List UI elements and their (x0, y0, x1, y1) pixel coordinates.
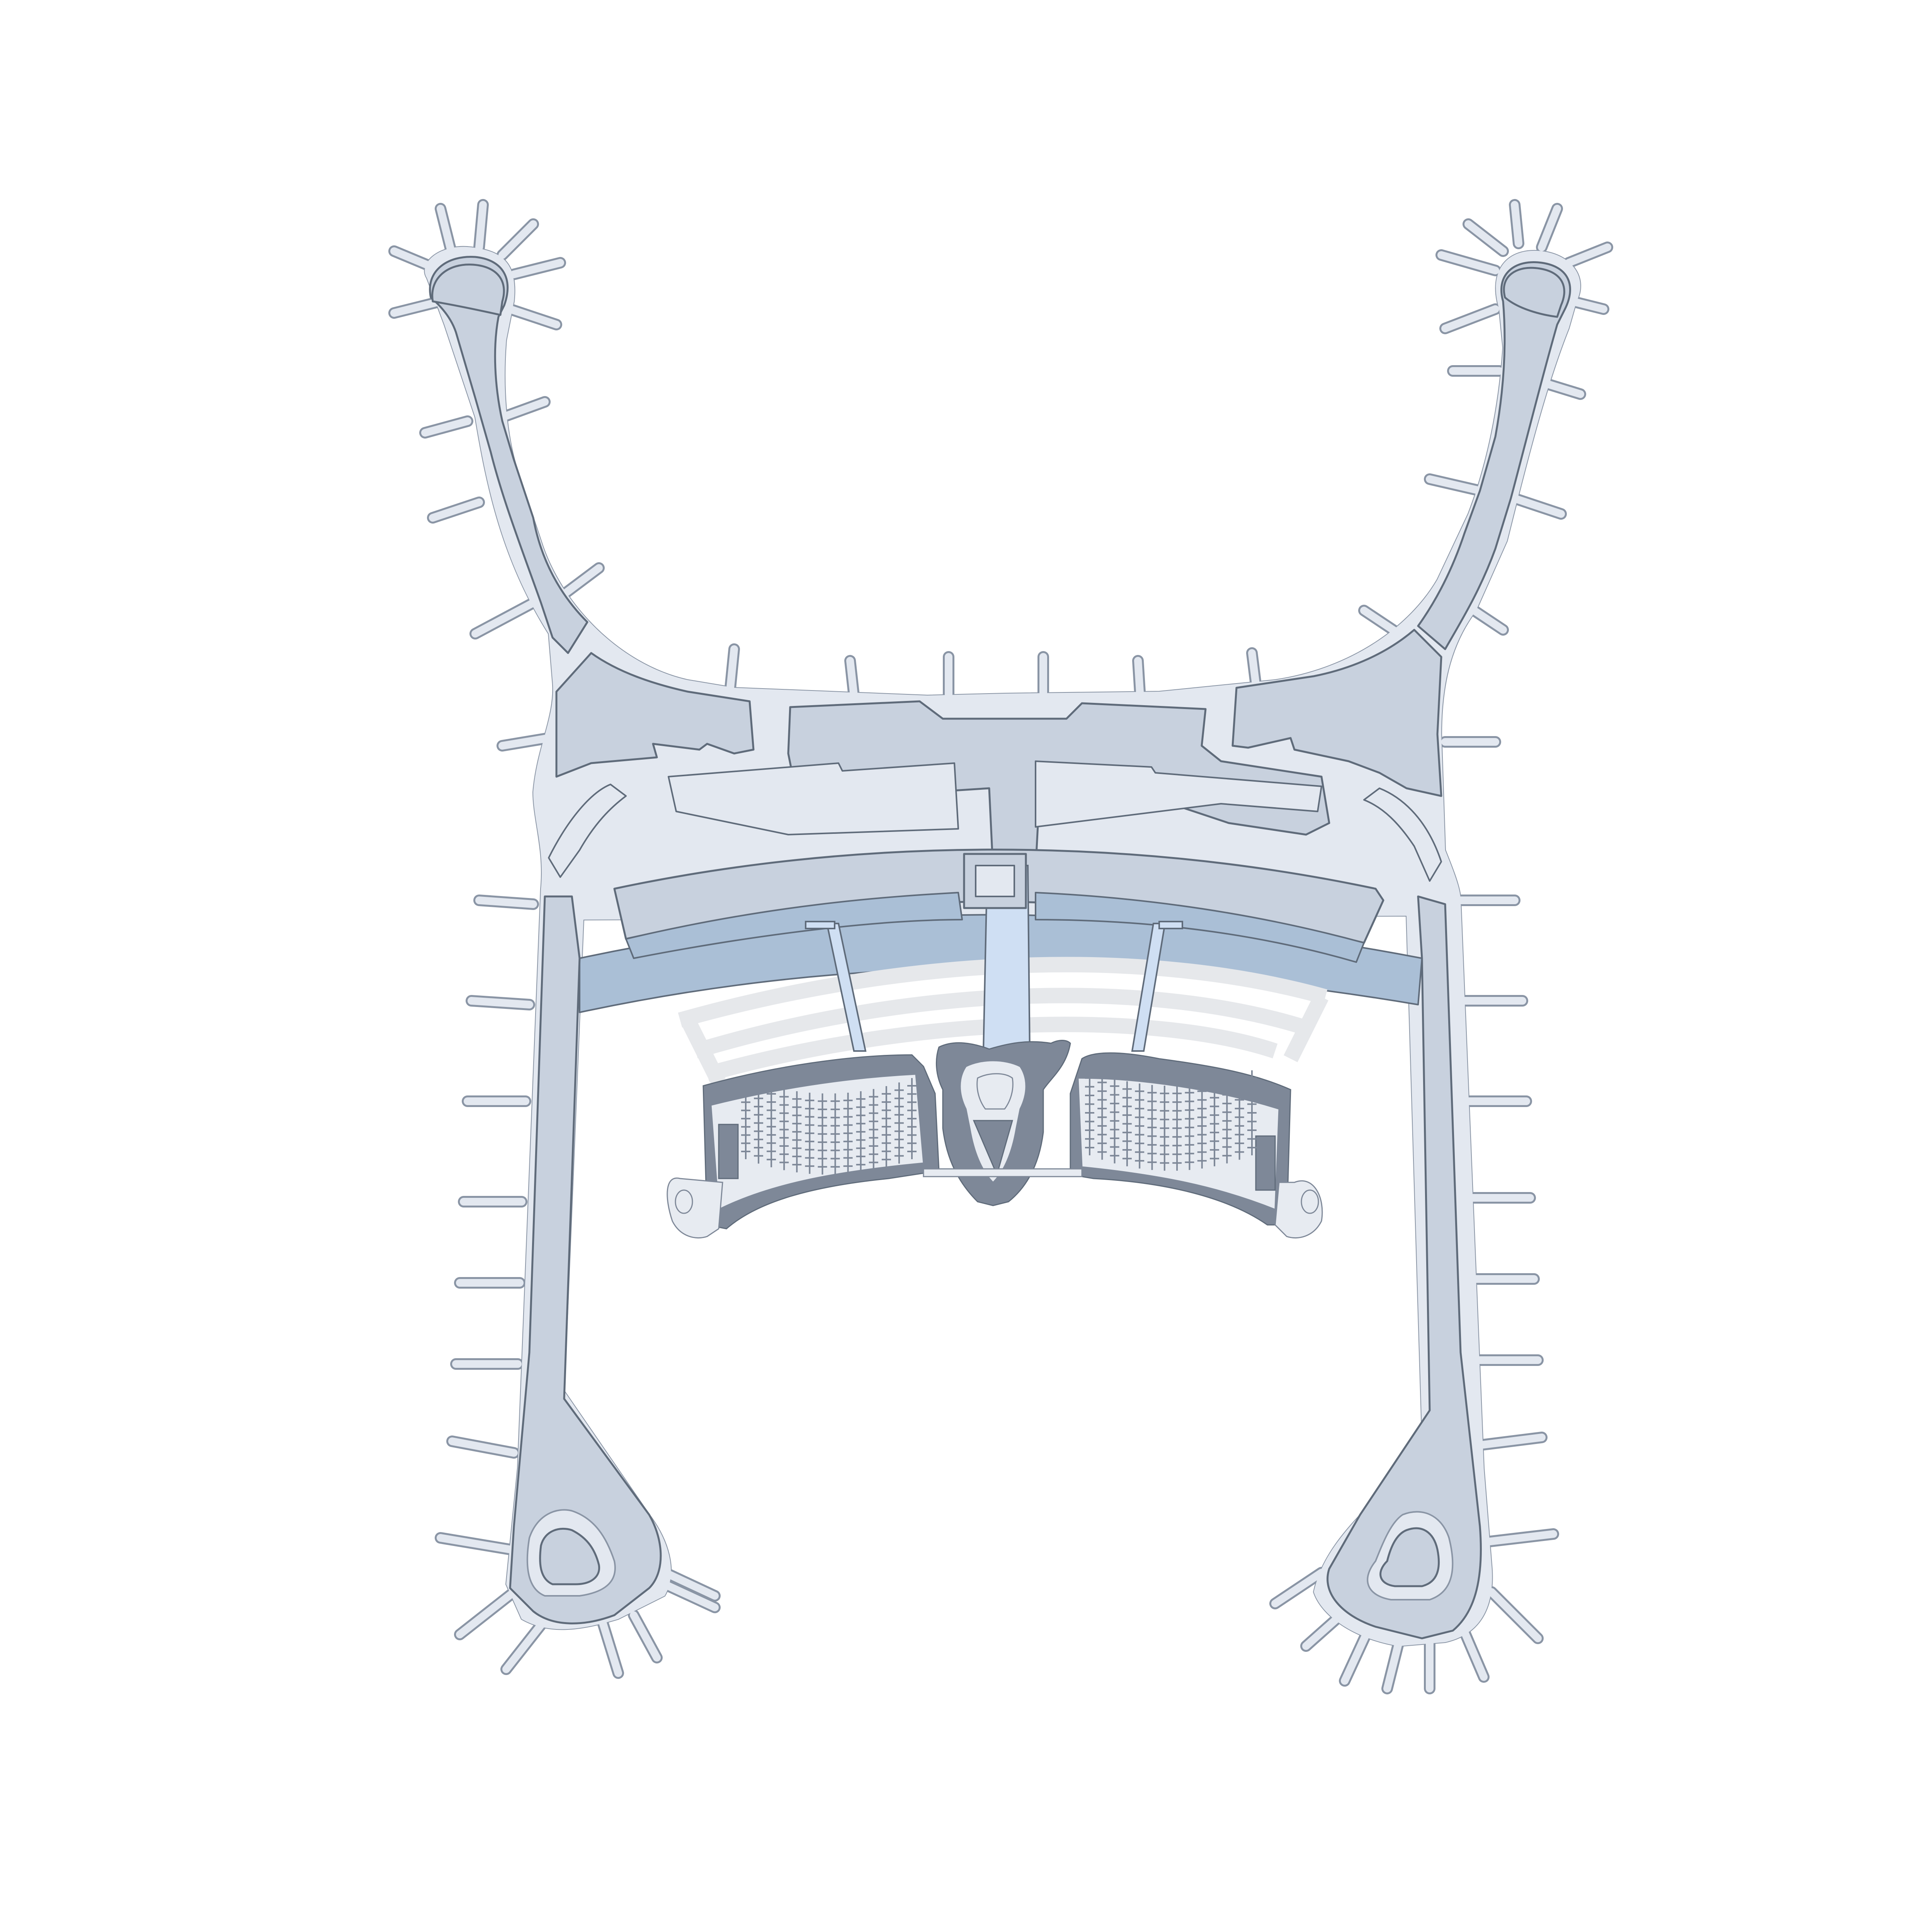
west-ramp (667, 1178, 723, 1238)
west-parking-core (719, 1124, 738, 1179)
west-ramp-hole (675, 1190, 692, 1213)
east-connector-stub (1159, 922, 1182, 929)
west-connector-stub (806, 922, 835, 929)
east-parking-core (1256, 1136, 1275, 1190)
east-ramp-hole (1301, 1190, 1318, 1213)
north-east-pier (1418, 262, 1570, 649)
parking-corridor (923, 1169, 1082, 1177)
transport-centre-atrium (977, 1074, 1013, 1109)
central-hub-inner (976, 866, 1014, 896)
ground-transport-centre (936, 1041, 1070, 1206)
